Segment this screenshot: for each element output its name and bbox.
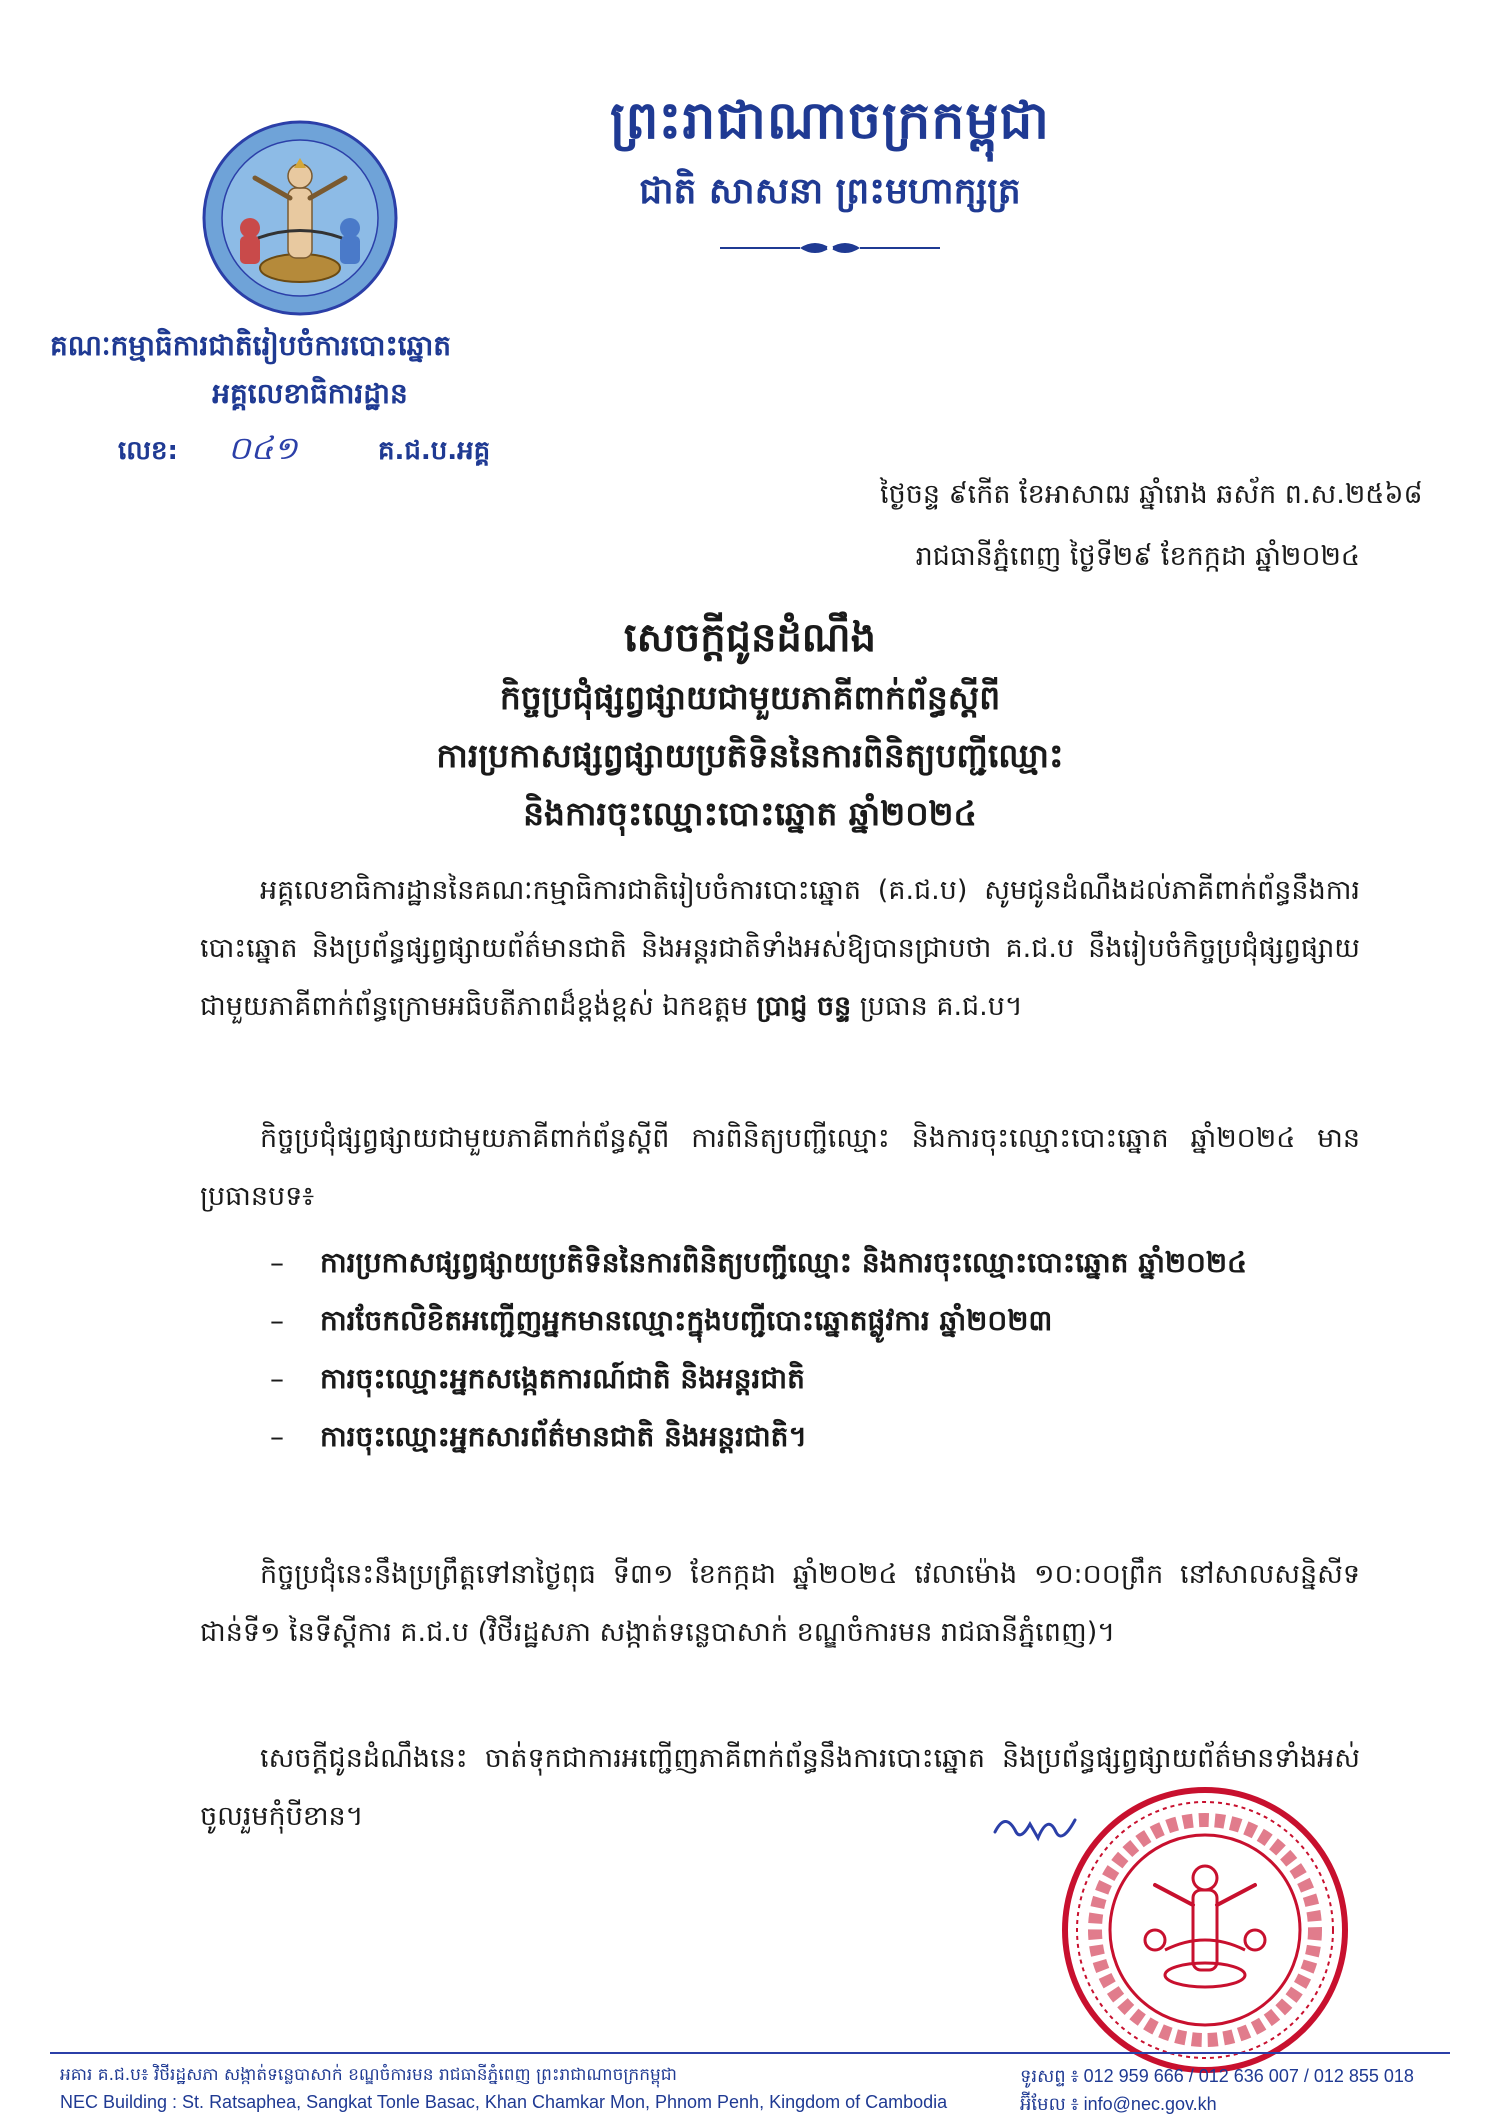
lunar-date: ថ្ងៃចន្ទ ៩កើត ខែអាសាឍ ឆ្នាំរោង ឆស័ក ព.ស.២៥៦៨	[880, 479, 1423, 510]
document-title: សេចក្តីជូនដំណឹង	[624, 615, 876, 661]
reference-number: ០៤១	[228, 429, 298, 467]
topic-item: – ការចុះឈ្មោះអ្នកសង្កេតការណ៍ជាតិ និងអន្តរជាតិ	[270, 1350, 1360, 1408]
body-paragraph-1	[200, 862, 1360, 1102]
president-name: ប្រាជ្ញ ចន្ទ	[756, 991, 852, 1022]
paragraph-1-tail: ប្រធាន គ.ជ.ប។	[859, 991, 1023, 1022]
reference-label: លេខ:	[118, 436, 178, 466]
footer-divider	[50, 2052, 1450, 2054]
subtitle-line-1: កិច្ចប្រជុំផ្សព្វផ្សាយជាមួយភាគីពាក់ព័ន្ធស្តីពី	[499, 678, 1001, 717]
organization-department: អគ្គលេខាធិការដ្ឋាន	[212, 377, 408, 410]
national-motto: ជាតិ សាសនា ព្រះមហាក្សត្រ	[639, 171, 1021, 212]
nec-emblem-icon	[200, 118, 400, 318]
solar-date: រាជធានីភ្នំពេញ ថ្ងៃទី២៩ ខែកក្កដា ឆ្នាំ២០២៤	[915, 541, 1360, 572]
footer-address-english: NEC Building : St. Ratsaphea, Sangkat Tonle Basac, Khan Chamkar Mon, Phnom Penh, Kingdom of Cambodia	[60, 2092, 948, 2112]
footer-phone	[1020, 2064, 1414, 2091]
topic-item: – ការប្រកាសផ្សព្វផ្សាយប្រតិទិននៃការពិនិត្យបញ្ជីឈ្មោះ និងការចុះឈ្មោះបោះឆ្នោត ឆ្នាំ២០២៤	[270, 1234, 1360, 1292]
subtitle-line-3: និងការចុះឈ្មោះបោះឆ្នោត ឆ្នាំ២០២៤	[523, 794, 977, 833]
organization-name: គណៈកម្មាធិការជាតិរៀបចំការបោះឆ្នោត	[50, 329, 452, 362]
official-seal-icon	[1055, 1780, 1355, 2080]
body-paragraph-2: កិច្ចប្រជុំផ្សព្វផ្សាយជាមួយភាគីពាក់ព័ន្ធស្តីពី ការពិនិត្យបញ្ជីឈ្មោះ និងការចុះឈ្មោះបោះឆ្នោត ឆ្នាំ២០២៤ មានប្រធានបទ៖	[200, 1123, 1360, 1212]
footer-address-khmer: អគារ គ.ជ.ប៖ វិថីរដ្ឋសភា សង្កាត់ទន្លេបាសាក់ ខណ្ឌចំការមន រាជធានីភ្នំពេញ ព្រះរាជាណាចក្រកម្ពុជា	[60, 2065, 677, 2085]
email-address[interactable]: info@nec.gov.kh	[1083, 2094, 1217, 2114]
subtitle-line-2: ការប្រកាសផ្សព្វផ្សាយប្រតិទិននៃការពិនិត្យបញ្ជីឈ្មោះ	[436, 736, 1064, 775]
reference-code: គ.ជ.ប.អគ្គ	[378, 436, 491, 466]
topics-list	[270, 1234, 1360, 1466]
body-paragraph-3: កិច្ចប្រជុំនេះនឹងប្រព្រឹត្តទៅនាថ្ងៃពុធ ទី៣១ ខែកក្កដា ឆ្នាំ២០២៤ វេលាម៉ោង ១០:០០ព្រឹក នៅសាលសន្និសីទជាន់ទី១ នៃទីស្តីការ គ.ជ.ប (វិថីរដ្ឋសភា សង្កាត់ទន្លេបាសាក់ ខណ្ឌចំការមន រាជធានីភ្នំពេញ)។	[200, 1559, 1360, 1648]
body-paragraph-4: សេចក្តីជូនដំណឹងនេះ ចាត់ទុកជាការអញ្ជើញភាគីពាក់ព័ន្ធនឹងការបោះឆ្នោត និងប្រព័ន្ធផ្សព្វផ្សាយព័ត៌មានទាំងអស់ចូលរួមកុំបីខាន។	[200, 1743, 1360, 1832]
topic-item: – ការចុះឈ្មោះអ្នកសារព័ត៌មានជាតិ និងអន្តរជាតិ។	[270, 1408, 1360, 1466]
email-label: អ៊ីមែល ៖	[1020, 2094, 1079, 2114]
footer-email	[1020, 2092, 1217, 2119]
kingdom-title: ព្រះរាជាណាចក្រកម្ពុជា	[610, 91, 1050, 151]
topic-item: – ការចែកលិខិតអញ្ជើញអ្នកមានឈ្មោះក្នុងបញ្ជីបោះឆ្នោតផ្លូវការ ឆ្នាំ២០២៣	[270, 1292, 1360, 1350]
ornament-divider-icon	[720, 236, 940, 260]
phone-label: ទូរសព្ទ ៖	[1020, 2066, 1079, 2086]
paragraph-1-text: អគ្គលេខាធិការដ្ឋាននៃគណៈកម្មាធិការជាតិរៀបចំការបោះឆ្នោត (គ.ជ.ប) សូមជូនដំណឹងដល់ភាគីពាក់ព័ន្ធនឹងការបោះឆ្នោត និងប្រព័ន្ធផ្សព្វផ្សាយព័ត៌មានជាតិ និងអន្តរជាតិទាំងអស់ឱ្យបានជ្រាបថា គ.ជ.ប នឹងរៀបចំកិច្ចប្រជុំផ្សព្វផ្សាយជាមួយភាគីពាក់ព័ន្ធក្រោមអធិបតីភាពដ៏ខ្ពង់ខ្ពស់ ឯកឧត្តម	[200, 875, 1360, 1022]
reference-number-row	[118, 428, 518, 475]
phone-numbers: 012 959 666 / 012 636 007 / 012 855 018	[1083, 2066, 1414, 2086]
